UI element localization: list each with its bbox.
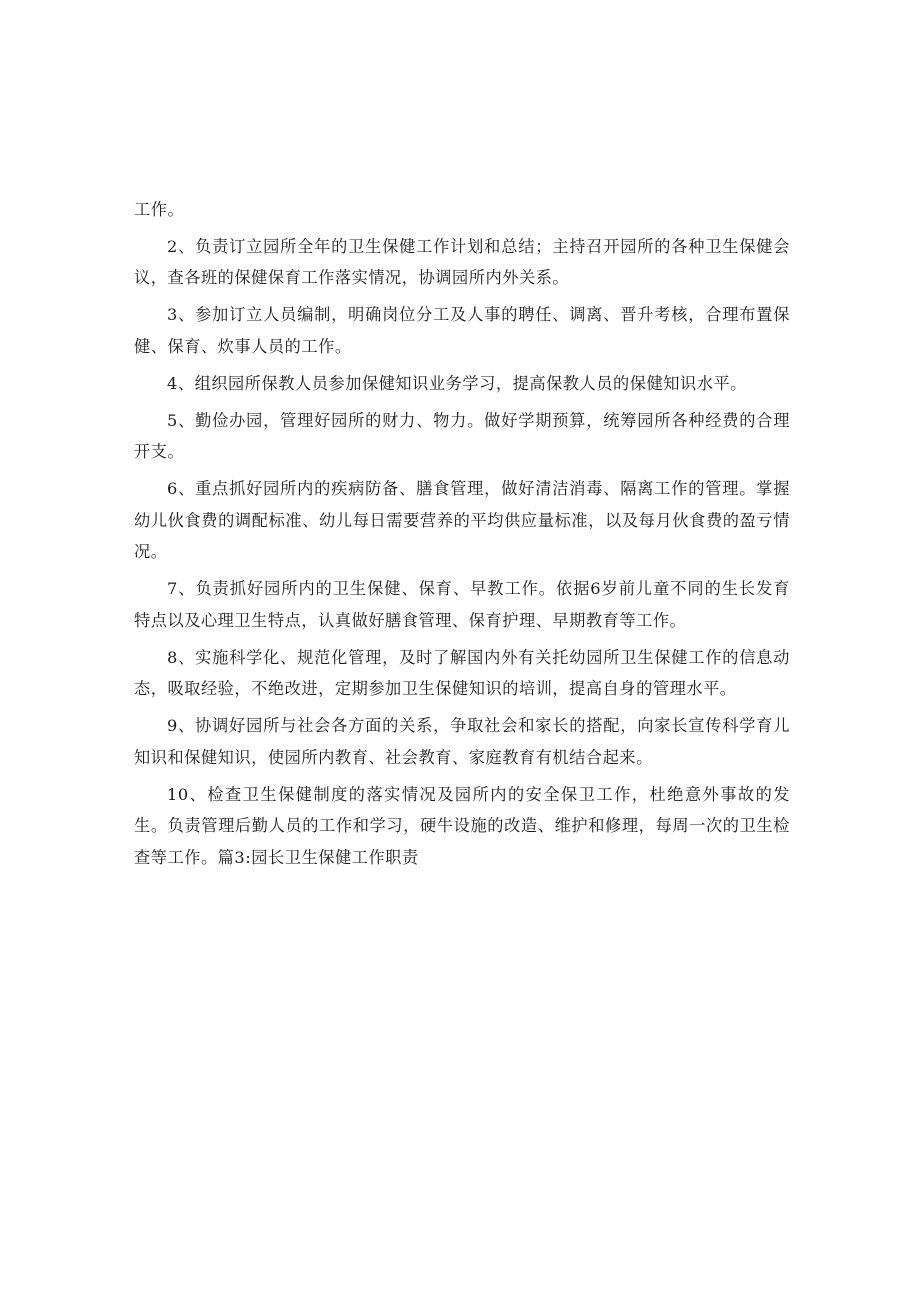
paragraph-item-2: 2、负责订立园所全年的卫生保健工作计划和总结；主持召开园所的各种卫生保健会议，查各班的保健保育工作落实情况，协调园所内外关系。 [134, 236, 790, 288]
document-body [134, 194, 790, 879]
paragraph-continuation: 工作。 [134, 200, 185, 219]
paragraph-item-8: 8、实施科学化、规范化管理，及时了解国内外有关托幼园所卫生保健工作的信息动态，吸取经验，不绝改进，定期参加卫生保健知识的培训，提高自身的管理水平。 [134, 647, 790, 699]
paragraph-item-3: 3、参加订立人员编制，明确岗位分工及人事的聘任、调离、晋升考核，合理布置保健、保育、炊事人员的工作。 [134, 305, 790, 356]
paragraph-item-6: 6、重点抓好园所内的疾病防备、膳食管理，做好清洁消毒、隔离工作的管理。掌握幼儿伙食费的调配标准、幼儿每日需要营养的平均供应量标准，以及每月伙食费的盈亏情况。 [134, 479, 790, 562]
paragraph-item-9: 9、协调好园所与社会各方面的关系，争取社会和家长的搭配，向家长宣传科学育儿知识和保健知识，使园所内教育、社会教育、家庭教育有机结合起来。 [134, 716, 790, 767]
paragraph-item-10: 10、检查卫生保健制度的落实情况及园所内的安全保卫工作，杜绝意外事故的发生。负责管理后勤人员的工作和学习，硬牛设施的改造、维护和修理，每周一次的卫生检查等工作。篇3:园长卫生保健工作职责 [134, 784, 790, 867]
paragraph-item-4: 4、组织园所保教人员参加保健知识业务学习，提高保教人员的保健知识水平。 [167, 373, 747, 393]
paragraph-item-5: 5、勤俭办园，管理好园所的财力、物力。做好学期预算，统筹园所各种经费的合理开支。 [134, 410, 790, 462]
paragraph-item-7: 7、负责抓好园所内的卫生保健、保育、早教工作。依据6岁前儿童不同的生长发育特点以及心理卫生特点，认真做好膳食管理、保育护理、早期教育等工作。 [134, 579, 790, 630]
